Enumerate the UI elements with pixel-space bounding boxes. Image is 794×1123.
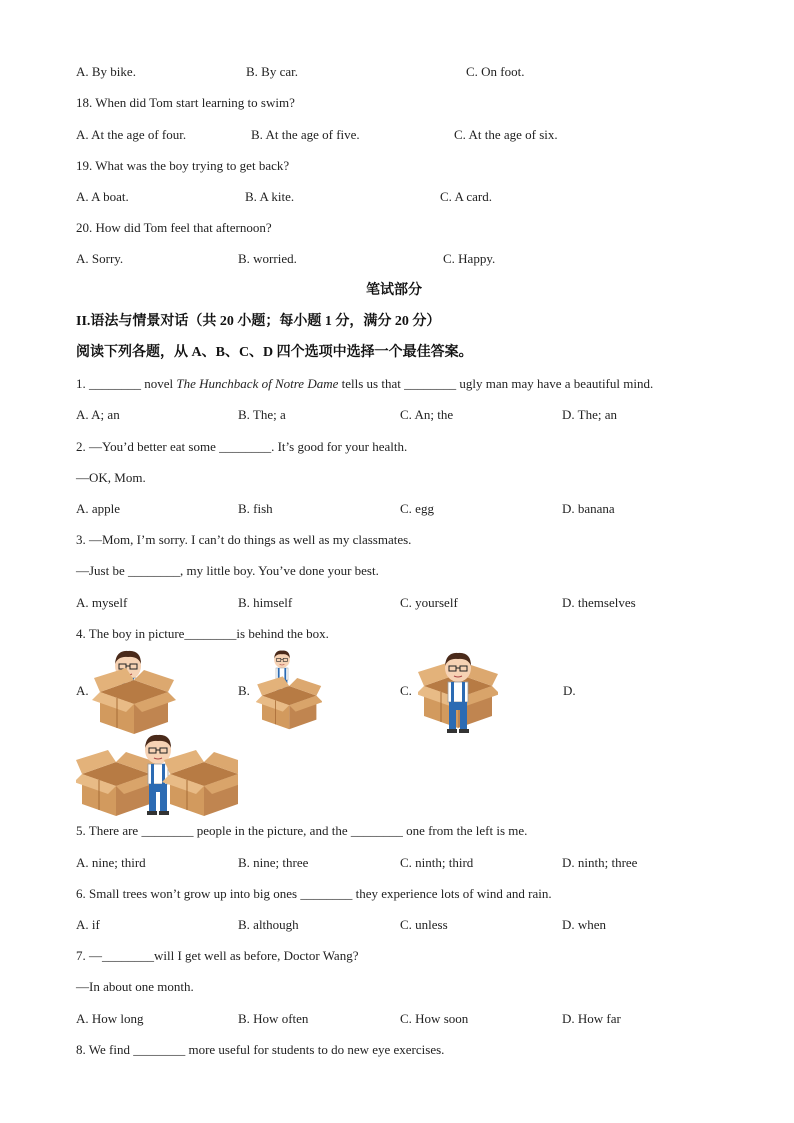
picture-c-boy-in-front-of-box xyxy=(418,650,498,734)
g2-line1: 2. —You’d better eat some ________. It’s good for your health. xyxy=(76,439,408,454)
g6-question: 6. Small trees won’t grow up into big ones ________ they experience lots of wind and rain. xyxy=(76,886,552,901)
q17-option-a: A. By bike. xyxy=(76,64,136,79)
g7-line1: 7. —________will I get well as before, Doctor Wang? xyxy=(76,948,359,963)
q17-option-b: B. By car. xyxy=(246,64,298,79)
g7-option-a: A. How long xyxy=(76,1011,144,1026)
g3-line2: —Just be ________, my little boy. You’ve done your best. xyxy=(76,563,379,578)
g3-line1: 3. —Mom, I’m sorry. I can’t do things as well as my classmates. xyxy=(76,532,412,547)
q19-question: 19. What was the boy trying to get back? xyxy=(76,158,290,173)
g7-option-c: C. How soon xyxy=(400,1011,469,1026)
section-title: 笔试部分 xyxy=(366,283,422,298)
g2-option-a: A. apple xyxy=(76,501,121,516)
g2-line2: —OK, Mom. xyxy=(76,470,146,485)
g3-option-b: B. himself xyxy=(238,595,293,610)
g8-question: 8. We find ________ more useful for students to do new eye exercises. xyxy=(76,1042,445,1057)
q17-option-c: C. On foot. xyxy=(466,64,525,79)
g3-option-d: D. themselves xyxy=(562,595,636,610)
g1-option-a: A. A; an xyxy=(76,407,120,422)
g1-question: 1. ________ novel The Hunchback of Notre Dame tells us that ________ ugly man may have a beautiful mind. xyxy=(76,376,654,391)
g5-option-b: B. nine; three xyxy=(238,855,309,870)
g6-option-c: C. unless xyxy=(400,917,448,932)
g2-option-b: B. fish xyxy=(238,501,273,516)
q18-option-b: B. At the age of five. xyxy=(251,127,360,142)
g4-label-d: D. xyxy=(563,683,576,698)
g4-label-c: C. xyxy=(400,683,412,698)
g1-option-d: D. The; an xyxy=(562,407,617,422)
g5-option-a: A. nine; third xyxy=(76,855,146,870)
g6-option-a: A. if xyxy=(76,917,100,932)
part2-instruction: 阅读下列各题，从 A、B、C、D 四个选项中选择一个最佳答案。 xyxy=(76,345,473,360)
q19-option-b: B. A kite. xyxy=(245,189,295,204)
picture-a-boy-in-box xyxy=(92,650,178,736)
g5-option-c: C. ninth; third xyxy=(400,855,474,870)
g6-option-b: B. although xyxy=(238,917,299,932)
q18-question: 18. When did Tom start learning to swim? xyxy=(76,95,295,110)
book-title: The Hunchback of Notre Dame xyxy=(176,376,339,391)
q20-question: 20. How did Tom feel that afternoon? xyxy=(76,220,272,235)
g1-option-c: C. An; the xyxy=(400,407,454,422)
q19-option-a: A. A boat. xyxy=(76,189,129,204)
picture-d-boy-between-boxes xyxy=(76,732,238,816)
part2-title: II.语法与情景对话（共 20 小题；每小题 1 分，满分 20 分） xyxy=(76,314,441,329)
g7-option-b: B. How often xyxy=(238,1011,309,1026)
g2-option-d: D. banana xyxy=(562,501,615,516)
g3-option-a: A. myself xyxy=(76,595,128,610)
g3-option-c: C. yourself xyxy=(400,595,458,610)
g4-label-b: B. xyxy=(238,683,250,698)
picture-b-boy-behind-box xyxy=(256,650,322,732)
g1-option-b: B. The; a xyxy=(238,407,286,422)
q20-option-c: C. Happy. xyxy=(443,251,496,266)
g7-line2: —In about one month. xyxy=(76,979,194,994)
g5-question: 5. There are ________ people in the picture, and the ________ one from the left is me. xyxy=(76,823,528,838)
q20-option-a: A. Sorry. xyxy=(76,251,124,266)
q18-option-a: A. At the age of four. xyxy=(76,127,187,142)
q20-option-b: B. worried. xyxy=(238,251,297,266)
g2-option-c: C. egg xyxy=(400,501,434,516)
g5-option-d: D. ninth; three xyxy=(562,855,638,870)
g4-question: 4. The boy in picture________is behind the box. xyxy=(76,626,329,641)
g7-option-d: D. How far xyxy=(562,1011,621,1026)
q19-option-c: C. A card. xyxy=(440,189,492,204)
q18-option-c: C. At the age of six. xyxy=(454,127,558,142)
g4-label-a: A. xyxy=(76,683,89,698)
g6-option-d: D. when xyxy=(562,917,607,932)
